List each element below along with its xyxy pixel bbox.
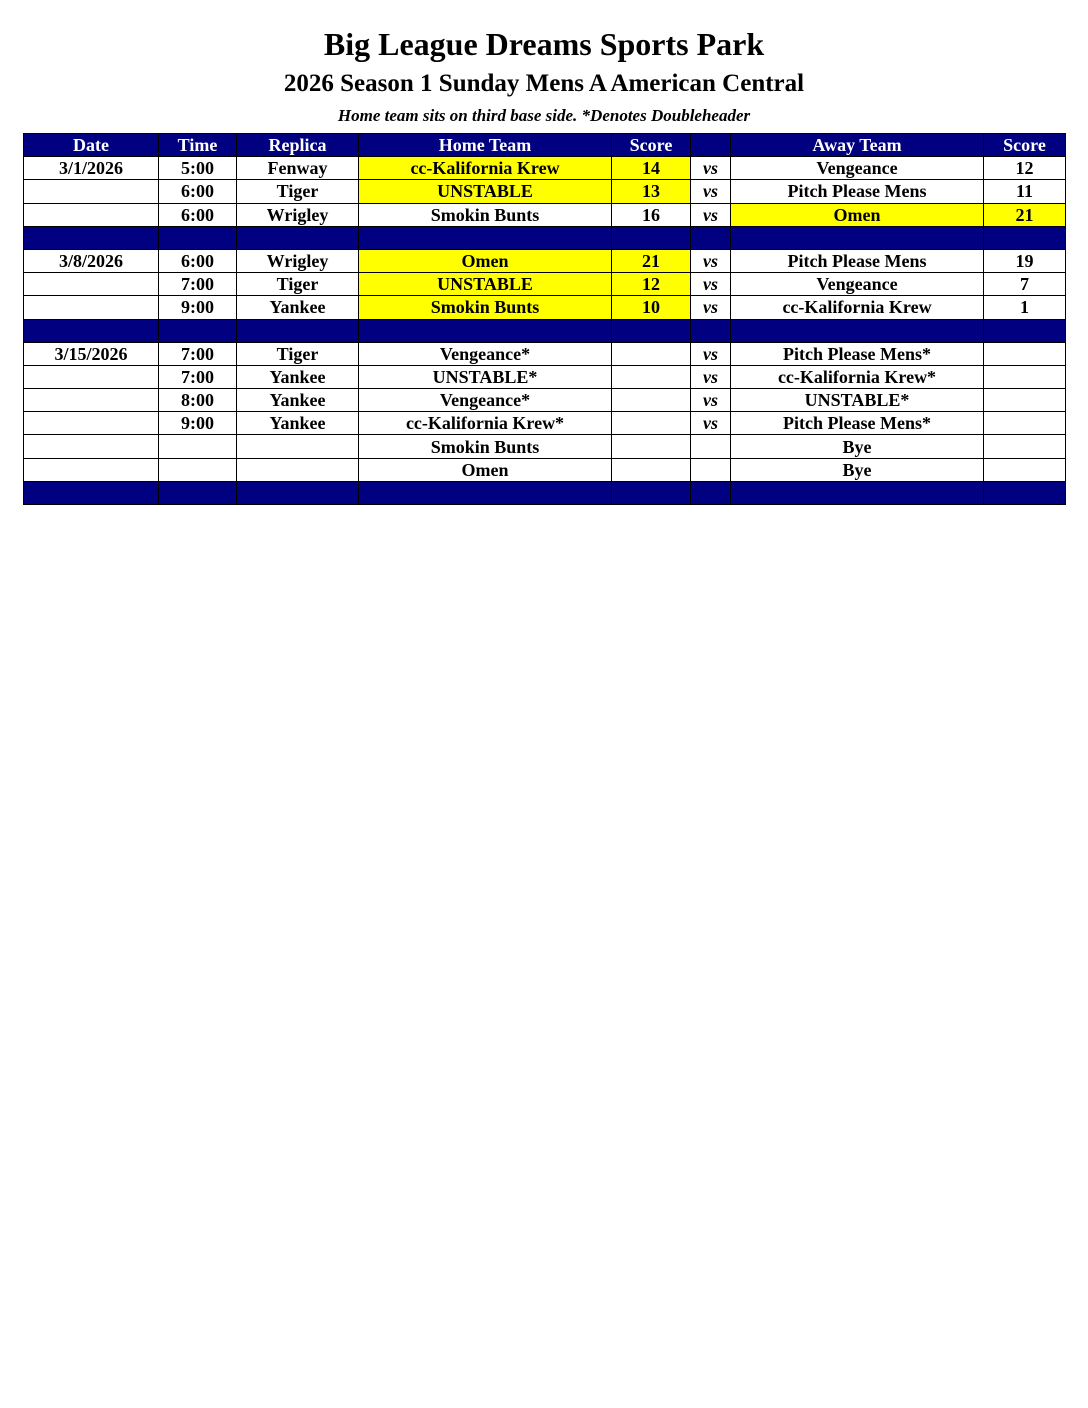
header-replica: Replica <box>237 134 359 157</box>
cell-home-team: UNSTABLE* <box>359 365 612 388</box>
cell-vs: vs <box>691 412 731 435</box>
schedule-row <box>24 249 1066 272</box>
schedule-note: Home team sits on third base side. *Denotes Doubleheader <box>337 106 751 125</box>
schedule-row <box>24 389 1066 412</box>
cell-home-score <box>612 435 691 458</box>
cell-away-score: 21 <box>984 203 1066 226</box>
cell-time: 7:00 <box>159 342 237 365</box>
cell-replica: Tiger <box>237 342 359 365</box>
schedule-row <box>24 157 1066 180</box>
cell-vs: vs <box>691 365 731 388</box>
cell-replica <box>237 458 359 481</box>
cell-time <box>159 435 237 458</box>
cell-home-score: 13 <box>612 180 691 203</box>
separator-cell <box>359 226 612 249</box>
cell-home-score: 14 <box>612 157 691 180</box>
cell-date <box>24 180 159 203</box>
schedule-row <box>24 435 1066 458</box>
cell-vs: vs <box>691 249 731 272</box>
separator-cell <box>612 319 691 342</box>
cell-home-team: cc-Kalifornia Krew <box>359 157 612 180</box>
week-separator-row <box>24 481 1066 504</box>
cell-away-score <box>984 435 1066 458</box>
cell-date <box>24 412 159 435</box>
schedule-row <box>24 296 1066 319</box>
cell-date <box>24 296 159 319</box>
schedule-row <box>24 180 1066 203</box>
cell-away-team: Pitch Please Mens* <box>731 412 984 435</box>
cell-away-team: UNSTABLE* <box>731 389 984 412</box>
separator-cell <box>731 319 984 342</box>
cell-home-score: 16 <box>612 203 691 226</box>
cell-away-team: Bye <box>731 435 984 458</box>
week-separator-row <box>24 319 1066 342</box>
cell-away-team: Pitch Please Mens* <box>731 342 984 365</box>
schedule-table <box>23 133 1066 505</box>
cell-replica: Yankee <box>237 365 359 388</box>
cell-vs: vs <box>691 180 731 203</box>
cell-vs: vs <box>691 296 731 319</box>
cell-away-score <box>984 412 1066 435</box>
cell-away-score: 7 <box>984 273 1066 296</box>
separator-cell <box>691 481 731 504</box>
cell-home-score <box>612 412 691 435</box>
page-title: Big League Dreams Sports Park <box>323 26 765 62</box>
separator-cell <box>237 226 359 249</box>
schedule-row <box>24 273 1066 296</box>
separator-cell <box>237 481 359 504</box>
cell-replica: Fenway <box>237 157 359 180</box>
cell-replica: Yankee <box>237 389 359 412</box>
cell-date: 3/8/2026 <box>24 249 159 272</box>
cell-home-team: Smokin Bunts <box>359 203 612 226</box>
cell-home-team: Smokin Bunts <box>359 296 612 319</box>
header-vs <box>691 134 731 157</box>
cell-away-score: 1 <box>984 296 1066 319</box>
cell-time: 6:00 <box>159 180 237 203</box>
cell-vs: vs <box>691 157 731 180</box>
cell-vs: vs <box>691 203 731 226</box>
header-row <box>24 134 1066 157</box>
separator-cell <box>731 226 984 249</box>
cell-date <box>24 458 159 481</box>
cell-replica: Tiger <box>237 273 359 296</box>
cell-home-score <box>612 342 691 365</box>
week-separator-row <box>24 226 1066 249</box>
cell-replica: Wrigley <box>237 249 359 272</box>
cell-away-score: 12 <box>984 157 1066 180</box>
cell-home-team: UNSTABLE <box>359 273 612 296</box>
separator-cell <box>24 319 159 342</box>
cell-home-score <box>612 365 691 388</box>
cell-away-team: Vengeance <box>731 273 984 296</box>
separator-cell <box>24 226 159 249</box>
cell-home-score: 10 <box>612 296 691 319</box>
cell-away-score <box>984 389 1066 412</box>
cell-away-team: Pitch Please Mens <box>731 249 984 272</box>
page-subtitle: 2026 Season 1 Sunday Mens A American Central <box>283 70 805 97</box>
separator-cell <box>159 226 237 249</box>
header-home-score: Score <box>612 134 691 157</box>
cell-time <box>159 458 237 481</box>
header-away-score: Score <box>984 134 1066 157</box>
header-date: Date <box>24 134 159 157</box>
cell-away-team: cc-Kalifornia Krew <box>731 296 984 319</box>
schedule-row <box>24 458 1066 481</box>
schedule-row <box>24 203 1066 226</box>
separator-cell <box>984 226 1066 249</box>
header-time: Time <box>159 134 237 157</box>
cell-date: 3/15/2026 <box>24 342 159 365</box>
cell-date: 3/1/2026 <box>24 157 159 180</box>
cell-vs <box>691 458 731 481</box>
schedule-row <box>24 412 1066 435</box>
cell-away-score <box>984 365 1066 388</box>
cell-home-team: Vengeance* <box>359 342 612 365</box>
separator-cell <box>612 481 691 504</box>
cell-away-team: Omen <box>731 203 984 226</box>
header-home-team: Home Team <box>359 134 612 157</box>
cell-away-team: Pitch Please Mens <box>731 180 984 203</box>
cell-away-team: Vengeance <box>731 157 984 180</box>
cell-home-team: Vengeance* <box>359 389 612 412</box>
cell-time: 9:00 <box>159 412 237 435</box>
cell-home-score: 12 <box>612 273 691 296</box>
cell-away-score: 11 <box>984 180 1066 203</box>
separator-cell <box>691 226 731 249</box>
cell-home-score <box>612 389 691 412</box>
cell-home-team: Smokin Bunts <box>359 435 612 458</box>
schedule-row <box>24 342 1066 365</box>
separator-cell <box>237 319 359 342</box>
cell-date <box>24 389 159 412</box>
cell-replica: Wrigley <box>237 203 359 226</box>
cell-date <box>24 365 159 388</box>
cell-replica: Tiger <box>237 180 359 203</box>
cell-home-score <box>612 458 691 481</box>
cell-time: 6:00 <box>159 203 237 226</box>
cell-home-team: Omen <box>359 458 612 481</box>
cell-home-score: 21 <box>612 249 691 272</box>
cell-replica: Yankee <box>237 412 359 435</box>
separator-cell <box>359 319 612 342</box>
separator-cell <box>612 226 691 249</box>
separator-cell <box>984 319 1066 342</box>
separator-cell <box>691 319 731 342</box>
schedule-row <box>24 365 1066 388</box>
cell-date <box>24 273 159 296</box>
cell-time: 6:00 <box>159 249 237 272</box>
separator-cell <box>159 319 237 342</box>
schedule-body <box>24 157 1066 505</box>
cell-time: 7:00 <box>159 273 237 296</box>
cell-replica: Yankee <box>237 296 359 319</box>
cell-vs: vs <box>691 273 731 296</box>
cell-time: 8:00 <box>159 389 237 412</box>
cell-away-score: 19 <box>984 249 1066 272</box>
separator-cell <box>731 481 984 504</box>
cell-time: 9:00 <box>159 296 237 319</box>
separator-cell <box>359 481 612 504</box>
cell-time: 5:00 <box>159 157 237 180</box>
cell-vs: vs <box>691 389 731 412</box>
cell-away-team: cc-Kalifornia Krew* <box>731 365 984 388</box>
cell-date <box>24 435 159 458</box>
cell-away-team: Bye <box>731 458 984 481</box>
cell-vs: vs <box>691 342 731 365</box>
cell-home-team: UNSTABLE <box>359 180 612 203</box>
separator-cell <box>984 481 1066 504</box>
cell-away-score <box>984 458 1066 481</box>
cell-date <box>24 203 159 226</box>
separator-cell <box>24 481 159 504</box>
separator-cell <box>159 481 237 504</box>
cell-replica <box>237 435 359 458</box>
cell-home-team: Omen <box>359 249 612 272</box>
header-away-team: Away Team <box>731 134 984 157</box>
cell-home-team: cc-Kalifornia Krew* <box>359 412 612 435</box>
cell-vs <box>691 435 731 458</box>
cell-time: 7:00 <box>159 365 237 388</box>
cell-away-score <box>984 342 1066 365</box>
